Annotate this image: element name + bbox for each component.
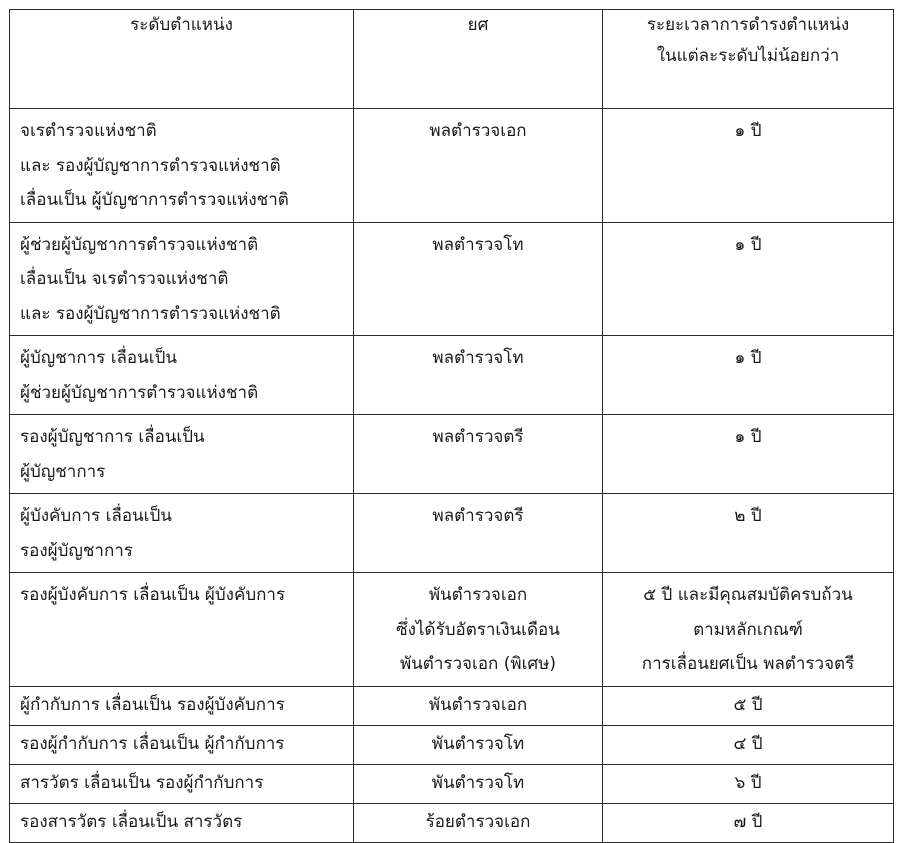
table-row xyxy=(10,494,894,573)
table-row xyxy=(10,222,894,336)
rank-cell xyxy=(354,687,603,726)
position-line: ผู้ช่วยผู้บัญชาการตำรวจแห่งชาติ xyxy=(20,382,259,403)
duration-cell xyxy=(603,765,894,804)
rank-line: พลตำรวจโท xyxy=(432,348,524,368)
rank-line: พันตำรวจเอก xyxy=(428,695,528,715)
position-line: และ รองผู้บัญชาการตำรวจแห่งชาติ xyxy=(20,155,281,176)
duration-line: ๑ ปี xyxy=(734,234,762,255)
rank-cell xyxy=(354,415,603,494)
duration-line: ๗ ปี xyxy=(733,812,763,832)
duration-line: ๒ ปี xyxy=(734,506,762,526)
rank-cell xyxy=(354,109,603,223)
table-header-row xyxy=(10,10,894,109)
rank-line: พันตำรวจเอก xyxy=(428,585,528,605)
promotion-duration-table xyxy=(9,9,894,843)
table-row xyxy=(10,804,894,843)
duration-line: ๕ ปี และมีคุณสมบัติครบถ้วน xyxy=(643,585,853,605)
rank-line: พันตำรวจโท xyxy=(431,773,525,793)
duration-cell xyxy=(603,109,894,223)
header-rank xyxy=(354,10,603,109)
duration-line: ๑ ปี xyxy=(734,427,762,447)
rank-cell xyxy=(354,804,603,843)
rank-cell xyxy=(354,765,603,804)
position-cell xyxy=(10,726,354,765)
position-cell xyxy=(10,804,354,843)
position-line: ผู้บัญชาการ เลื่อนเป็น xyxy=(20,348,177,368)
rank-line: พันตำรวจเอก (พิเศษ) xyxy=(399,654,557,674)
header-text: ระยะเวลาการดำรงตำแหน่ง xyxy=(646,15,850,35)
rank-cell xyxy=(354,494,603,573)
header-duration xyxy=(603,10,894,109)
duration-cell xyxy=(603,573,894,687)
position-line: เลื่อนเป็น ผู้บัญชาการตำรวจแห่งชาติ xyxy=(20,190,289,210)
table-row xyxy=(10,109,894,223)
position-cell xyxy=(10,222,354,336)
position-line: ผู้ช่วยผู้บัญชาการตำรวจแห่งชาติ xyxy=(20,234,259,255)
header-position-level xyxy=(10,10,354,109)
rank-cell xyxy=(354,336,603,415)
duration-line: ๕ ปี xyxy=(733,695,763,715)
duration-cell xyxy=(603,415,894,494)
table-row xyxy=(10,573,894,687)
position-cell xyxy=(10,765,354,804)
header-text: ระดับตำแหน่ง xyxy=(130,15,233,35)
table-row xyxy=(10,687,894,726)
position-line: รองผู้บัญชาการ เลื่อนเป็น xyxy=(20,427,205,447)
position-cell xyxy=(10,687,354,726)
rank-line: พันตำรวจโท xyxy=(431,734,525,754)
position-line: ผู้บังคับการ เลื่อนเป็น xyxy=(20,506,172,526)
header-text: ในแต่ละระดับไม่น้อยกว่า xyxy=(656,46,840,66)
rank-cell xyxy=(354,573,603,687)
position-cell xyxy=(10,573,354,687)
duration-cell xyxy=(603,336,894,415)
position-line: จเรตำรวจแห่งชาติ xyxy=(20,121,157,141)
duration-line: การเลื่อนยศเป็น พลตำรวจตรี xyxy=(641,654,855,674)
rank-line: พลตำรวจตรี xyxy=(432,427,524,447)
position-cell xyxy=(10,494,354,573)
duration-line: ๑ ปี xyxy=(734,348,762,368)
duration-line: ๖ ปี xyxy=(734,773,762,793)
position-cell xyxy=(10,415,354,494)
duration-cell xyxy=(603,804,894,843)
position-line: รองผู้กำกับการ เลื่อนเป็น ผู้กำกับการ xyxy=(20,734,285,754)
position-line: ผู้กำกับการ เลื่อนเป็น รองผู้บังคับการ xyxy=(20,695,285,715)
rank-line: พลตำรวจเอก xyxy=(429,121,527,141)
rank-line: ซึ่งได้รับอัตราเงินเดือน xyxy=(396,619,560,640)
rank-line: พลตำรวจตรี xyxy=(432,506,524,526)
position-line: ผู้บัญชาการ xyxy=(20,461,106,482)
rank-cell xyxy=(354,222,603,336)
table-row xyxy=(10,336,894,415)
position-line: สารวัตร เลื่อนเป็น รองผู้กำกับการ xyxy=(20,773,264,793)
position-line: รองผู้บังคับการ เลื่อนเป็น ผู้บังคับการ xyxy=(20,585,286,605)
rank-cell xyxy=(354,726,603,765)
rank-line: ร้อยตำรวจเอก xyxy=(425,812,531,832)
table-row xyxy=(10,726,894,765)
duration-cell xyxy=(603,687,894,726)
rank-line: พลตำรวจโท xyxy=(432,234,524,255)
position-line: และ รองผู้บัญชาการตำรวจแห่งชาติ xyxy=(20,303,281,324)
duration-line: ๑ ปี xyxy=(734,121,762,141)
header-text: ยศ xyxy=(467,15,489,35)
duration-cell xyxy=(603,494,894,573)
position-line: รองสารวัตร เลื่อนเป็น สารวัตร xyxy=(20,812,243,832)
position-cell xyxy=(10,336,354,415)
position-line: รองผู้บัญชาการ xyxy=(20,540,133,561)
position-cell xyxy=(10,109,354,223)
table-row xyxy=(10,765,894,804)
duration-cell xyxy=(603,726,894,765)
duration-line: ตามหลักเกณฑ์ xyxy=(693,619,803,640)
position-line: เลื่อนเป็น จเรตำรวจแห่งชาติ xyxy=(20,269,229,289)
duration-line: ๔ ปี xyxy=(733,734,763,754)
table-row xyxy=(10,415,894,494)
duration-cell xyxy=(603,222,894,336)
